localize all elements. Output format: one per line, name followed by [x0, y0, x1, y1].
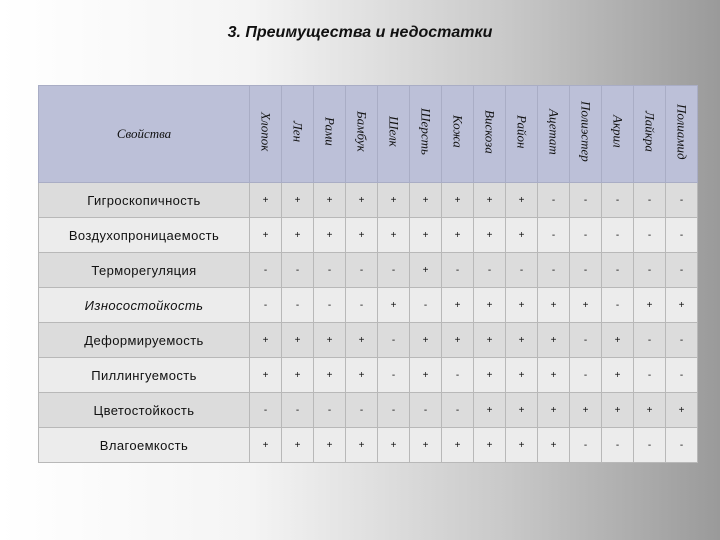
value-cell: +: [442, 428, 474, 463]
value-cell: +: [346, 358, 378, 393]
value-cell: -: [666, 183, 698, 218]
value-cell: -: [250, 253, 282, 288]
table-header-row: [39, 86, 698, 183]
value-cell: +: [250, 323, 282, 358]
value-cell: +: [378, 218, 410, 253]
value-cell: -: [250, 393, 282, 428]
value-cell: -: [314, 253, 346, 288]
value-cell: -: [666, 253, 698, 288]
value-cell: +: [346, 428, 378, 463]
value-cell: +: [410, 183, 442, 218]
value-cell: +: [282, 183, 314, 218]
value-cell: +: [346, 183, 378, 218]
material-label: Полиамид: [674, 103, 690, 160]
value-cell: +: [602, 358, 634, 393]
table-row: [39, 288, 698, 323]
table-row: [39, 393, 698, 428]
material-label: Район: [514, 114, 530, 149]
table-row: [39, 323, 698, 358]
value-cell: -: [602, 428, 634, 463]
table-row: [39, 253, 698, 288]
value-cell: -: [346, 288, 378, 323]
value-cell: +: [282, 428, 314, 463]
value-cell: -: [666, 323, 698, 358]
value-cell: -: [634, 428, 666, 463]
value-cell: -: [602, 218, 634, 253]
table-row: [39, 358, 698, 393]
property-label: Деформируемость: [39, 323, 250, 358]
value-cell: -: [538, 218, 570, 253]
value-cell: +: [314, 428, 346, 463]
value-cell: +: [314, 183, 346, 218]
value-cell: +: [666, 393, 698, 428]
value-cell: +: [250, 428, 282, 463]
value-cell: -: [634, 218, 666, 253]
value-cell: -: [282, 253, 314, 288]
material-label: Полиэстер: [578, 101, 594, 162]
value-cell: -: [506, 253, 538, 288]
value-cell: -: [410, 393, 442, 428]
value-cell: +: [314, 358, 346, 393]
property-label: Терморегуляция: [39, 253, 250, 288]
value-cell: +: [410, 428, 442, 463]
material-label: Шерсть: [418, 108, 434, 155]
value-cell: +: [538, 288, 570, 323]
value-cell: +: [474, 288, 506, 323]
material-label: Ацетат: [546, 108, 562, 155]
value-cell: -: [314, 288, 346, 323]
value-cell: -: [378, 253, 410, 288]
table-row: [39, 183, 698, 218]
value-cell: +: [378, 428, 410, 463]
material-label: Вискоза: [482, 109, 498, 154]
value-cell: -: [570, 218, 602, 253]
value-cell: +: [442, 288, 474, 323]
value-cell: -: [602, 183, 634, 218]
material-header: [346, 86, 378, 183]
value-cell: +: [346, 323, 378, 358]
value-cell: -: [442, 253, 474, 288]
value-cell: -: [570, 183, 602, 218]
material-header: [634, 86, 666, 183]
value-cell: +: [602, 393, 634, 428]
value-cell: +: [378, 288, 410, 323]
value-cell: -: [570, 428, 602, 463]
property-label: Цветостойкость: [39, 393, 250, 428]
material-header: [250, 86, 282, 183]
value-cell: +: [474, 183, 506, 218]
value-cell: +: [410, 358, 442, 393]
material-header: [474, 86, 506, 183]
property-label: Влагоемкость: [39, 428, 250, 463]
value-cell: +: [506, 393, 538, 428]
value-cell: +: [506, 288, 538, 323]
material-header: [570, 86, 602, 183]
value-cell: -: [282, 288, 314, 323]
material-header: [378, 86, 410, 183]
value-cell: +: [570, 288, 602, 323]
value-cell: +: [410, 253, 442, 288]
material-header: [282, 86, 314, 183]
value-cell: +: [538, 393, 570, 428]
value-cell: -: [666, 358, 698, 393]
value-cell: +: [506, 323, 538, 358]
value-cell: -: [538, 253, 570, 288]
value-cell: +: [378, 183, 410, 218]
properties-column-header: Свойства: [39, 86, 250, 183]
value-cell: +: [442, 323, 474, 358]
value-cell: +: [506, 218, 538, 253]
value-cell: -: [666, 218, 698, 253]
value-cell: +: [282, 323, 314, 358]
material-header: [442, 86, 474, 183]
material-header: [538, 86, 570, 183]
material-label: Шелк: [386, 116, 402, 147]
value-cell: -: [442, 393, 474, 428]
value-cell: +: [634, 288, 666, 323]
table-row: [39, 428, 698, 463]
value-cell: -: [378, 323, 410, 358]
value-cell: -: [570, 253, 602, 288]
value-cell: +: [538, 428, 570, 463]
value-cell: -: [314, 393, 346, 428]
value-cell: +: [250, 218, 282, 253]
value-cell: -: [410, 288, 442, 323]
value-cell: -: [570, 358, 602, 393]
value-cell: +: [506, 358, 538, 393]
value-cell: +: [538, 323, 570, 358]
value-cell: -: [346, 253, 378, 288]
value-cell: -: [442, 358, 474, 393]
value-cell: +: [474, 393, 506, 428]
value-cell: +: [346, 218, 378, 253]
value-cell: -: [378, 393, 410, 428]
material-header: [314, 86, 346, 183]
value-cell: +: [634, 393, 666, 428]
value-cell: -: [634, 358, 666, 393]
property-label: Пиллингуемость: [39, 358, 250, 393]
value-cell: +: [474, 323, 506, 358]
material-label: Рами: [322, 117, 338, 146]
value-cell: +: [442, 218, 474, 253]
value-cell: +: [666, 288, 698, 323]
material-header: [506, 86, 538, 183]
value-cell: +: [602, 323, 634, 358]
material-label: Хлопок: [258, 111, 274, 152]
value-cell: -: [250, 288, 282, 323]
material-label: Лен: [290, 120, 306, 143]
properties-table: [38, 85, 698, 463]
value-cell: -: [346, 393, 378, 428]
value-cell: +: [410, 218, 442, 253]
table-body: [39, 183, 698, 463]
value-cell: +: [474, 428, 506, 463]
table-row: [39, 218, 698, 253]
value-cell: +: [282, 218, 314, 253]
material-header: [410, 86, 442, 183]
value-cell: +: [474, 218, 506, 253]
value-cell: -: [602, 253, 634, 288]
value-cell: -: [666, 428, 698, 463]
value-cell: -: [602, 288, 634, 323]
property-label: Гигроскопичность: [39, 183, 250, 218]
material-label: Бамбук: [354, 111, 370, 152]
value-cell: +: [282, 358, 314, 393]
value-cell: -: [634, 183, 666, 218]
value-cell: +: [506, 428, 538, 463]
value-cell: -: [378, 358, 410, 393]
value-cell: +: [538, 358, 570, 393]
value-cell: -: [570, 323, 602, 358]
value-cell: +: [250, 358, 282, 393]
property-label: Воздухопроницаемость: [39, 218, 250, 253]
material-header: [666, 86, 698, 183]
material-header: [602, 86, 634, 183]
slide-title: 3. Преимущества и недостатки: [227, 24, 493, 41]
value-cell: -: [538, 183, 570, 218]
value-cell: -: [634, 323, 666, 358]
value-cell: +: [474, 358, 506, 393]
material-label: Акрил: [610, 115, 626, 148]
value-cell: -: [282, 393, 314, 428]
value-cell: +: [314, 218, 346, 253]
property-label: Износостойкость: [39, 288, 250, 323]
value-cell: -: [634, 253, 666, 288]
value-cell: +: [506, 183, 538, 218]
value-cell: -: [474, 253, 506, 288]
value-cell: +: [250, 183, 282, 218]
value-cell: +: [314, 323, 346, 358]
value-cell: +: [570, 393, 602, 428]
value-cell: +: [442, 183, 474, 218]
value-cell: +: [410, 323, 442, 358]
material-label: Лайкра: [642, 111, 658, 152]
material-label: Кожа: [450, 115, 466, 148]
